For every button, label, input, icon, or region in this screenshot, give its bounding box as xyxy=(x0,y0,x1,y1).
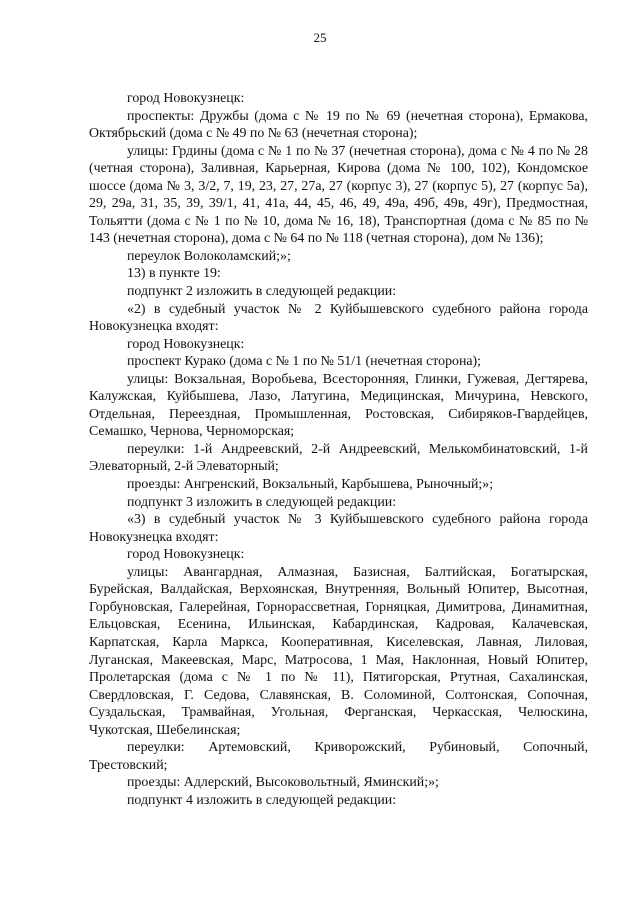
paragraph-lanes-3: переулки: Артемовский, Криворожский, Рубиновый, Сопочный, Трестовский; xyxy=(89,740,588,773)
paragraph-streets-3: улицы: Авангардная, Алмазная, Базисная, Балтийская, Богатырская, Бурейская, Валдайская, Верхоянская, Внутренняя, Вольный Юпитер, Высотная, Горбуновская, Галерейная, Горнорассветная, Горняцкая, Димитрова, Динамитная, Ельцовская, Есенина, Ильинская, Кабардинская, Кадровая, Калачевская, Карпатская, Карла Маркса, Кооперативная, Киселевская, Лавная, Лиловая, Луганская, Макеевская, Марс, Матросова, 1 Мая, Наклонная, Новый Юпитер, Пролетарская (дома с № 1 по № 11), Пятигорская, Ртутная, Сахалинская, Свердловская, Г. Седова, Славянская, В. Соломиной, Солтонская, Сопочная, Суздальская, Трамвайная, Угольная, Ферганская, Черкасская, Челюскина, Чукотская, Шебелинская; xyxy=(89,564,588,738)
paragraph-subitem-4-intro: подпункт 4 изложить в следующей редакции: xyxy=(127,792,397,808)
paragraph-city-1: город Новокузнецк: xyxy=(127,91,245,106)
paragraph-passages-3: проезды: Адлерский, Высоковольтный, Яминский;»; xyxy=(127,775,439,791)
paragraph-avenues-1: проспекты: Дружбы (дома с № 19 по № 69 (нечетная сторона), Ермакова, Октябрьский (дома с № 49 по № 63 (нечетная сторона); xyxy=(89,108,588,142)
paragraph-item-13: 13) в пункте 19: xyxy=(127,266,221,282)
paragraph-district-2: «2) в судебный участок № 2 Куйбышевского судебного района города Новокузнецка входят: xyxy=(89,301,588,335)
paragraph-subitem-2-intro: подпункт 2 изложить в следующей редакции: xyxy=(127,284,397,300)
paragraph-subitem-3-intro: подпункт 3 изложить в следующей редакции: xyxy=(127,494,397,510)
paragraph-streets-1: улицы: Грдины (дома с № 1 по № 37 (нечетная сторона), дома с № 4 по № 28 (четная сторона), Заливная, Карьерная, Кирова (дома № 100, 102), Кондомское шоссе (дома № 3, 3/2, 7, 19, 23, 27, 27а, 27 (корпус 3), 27 (корпус 5), 27 (корпус 5а), 29, 29а, 31, 35, 39, 39/1, 41, 41а, 44, 45, 46, 49, 49а, 49б, 49в, 49г), Предмостная, Тольятти (дома с № 1 по № 10, дома № 16, 18), Транспортная (дома с № 85 по № 143 (нечетная сторона), дома с № 64 по № 118 (четная сторона), дом № 136); xyxy=(89,143,588,247)
paragraph-city-2: город Новокузнецк: xyxy=(127,336,245,352)
document-body xyxy=(89,90,588,809)
paragraph-streets-2: улицы: Вокзальная, Воробьева, Всесторонняя, Глинки, Гужевая, Дегтярева, Калужская, Куйбышева, Лазо, Латугина, Медицинская, Мичурина, Невского, Отдельная, Переездная, Промышленная, Ростовская, Сибиряков-Гвардейцев, Семашко, Чернова, Черноморская; xyxy=(89,371,588,440)
page-number: 25 xyxy=(313,30,327,45)
paragraph-district-3: «3) в судебный участок № 3 Куйбышевского судебного района города Новокузнецка входят: xyxy=(89,512,588,545)
paragraph-lanes-2: переулки: 1-й Андреевский, 2-й Андреевский, Мелькомбинатовский, 1-й Элеваторный, 2-й Элеваторный; xyxy=(89,441,588,475)
paragraph-city-3: город Новокузнецк: xyxy=(127,547,245,563)
paragraph-passages-2: проезды: Ангренский, Вокзальный, Карбышева, Рыночный;»; xyxy=(127,477,494,493)
paragraph-avenue-2: проспект Курако (дома с № 1 по № 51/1 (нечетная сторона); xyxy=(127,354,482,370)
paragraph-lane-1: переулок Волоколамский;»; xyxy=(127,248,291,264)
